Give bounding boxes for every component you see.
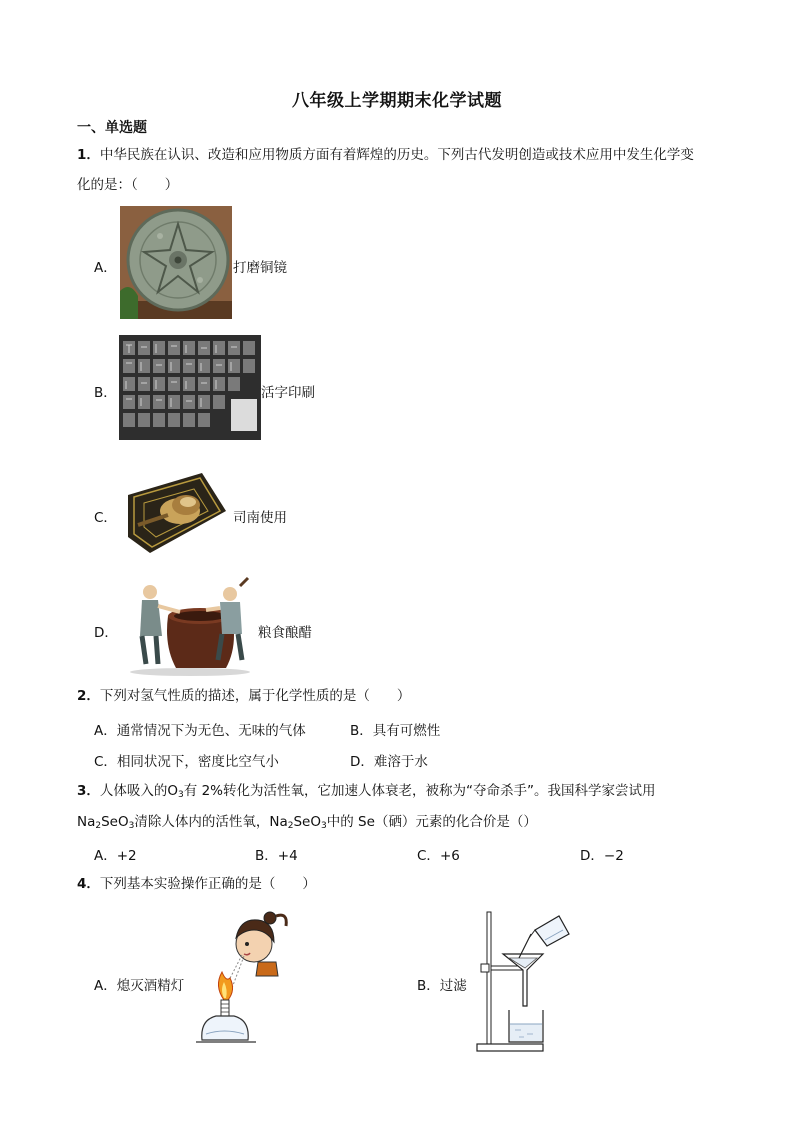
page-title: 八年级上学期期末化学试题 — [292, 91, 502, 111]
question-text: 中华民族在认识、改造和应用物质方面有着辉煌的历史。下列古代发明创造或技术应用中发生化学变 — [99, 147, 694, 163]
question-3-line-2 — [77, 812, 537, 832]
question-1 — [77, 145, 694, 165]
subscript: 2 — [95, 821, 102, 831]
formula-text: SeO — [293, 814, 321, 830]
question-number: 2． — [77, 688, 100, 704]
option-letter: B． — [255, 848, 278, 864]
filtration-setup-image — [475, 910, 575, 1054]
option-letter: A． — [94, 978, 117, 994]
question-number: 4． — [77, 876, 100, 892]
option-label: 具有可燃性 — [372, 723, 441, 739]
option-letter: C． — [94, 510, 117, 526]
option-label: 活字印刷 — [261, 385, 315, 401]
option-label: 过滤 — [439, 978, 467, 994]
option-letter: A． — [94, 723, 117, 739]
option-label: 通常情况下为无色、无味的气体 — [116, 723, 306, 739]
question-2 — [77, 686, 410, 706]
option-letter: B． — [417, 978, 440, 994]
option-label: 熄灭酒精灯 — [116, 978, 185, 994]
option-b — [255, 844, 298, 864]
option-label: 相同状况下，密度比空气小 — [116, 754, 279, 770]
option-letter: D． — [580, 848, 604, 864]
question-number: 3． — [77, 783, 100, 799]
sinan-compass-image — [128, 465, 226, 557]
option-letter: C． — [94, 754, 117, 770]
option-label: +2 — [116, 848, 137, 864]
subscript: 3 — [128, 821, 135, 831]
question-text: 清除人体内的活性氧，Na — [134, 814, 288, 830]
question-text: 有 2%转化为活性氧，它加速人体衰老，被称为“夺命杀手”。我国科学家尝试用 — [183, 783, 656, 799]
option-b — [417, 974, 467, 994]
option-letter: B． — [350, 723, 373, 739]
subscript: 3 — [178, 790, 184, 800]
option-label: 司南使用 — [233, 510, 287, 526]
option-c — [94, 750, 279, 770]
option-a — [94, 844, 137, 864]
option-d — [350, 750, 428, 770]
option-a — [94, 974, 184, 994]
question-4 — [77, 874, 316, 894]
bronze-mirror-image — [120, 206, 232, 319]
question-text: 中的 Se（硒）元素的化合价是（） — [326, 814, 537, 830]
vinegar-brewing-image — [120, 576, 258, 676]
movable-type-image — [119, 335, 261, 440]
option-label: 打磨铜镜 — [233, 260, 287, 276]
option-label: 难溶于水 — [373, 754, 428, 770]
formula-text: Na — [77, 814, 96, 830]
subscript: 3 — [320, 821, 327, 831]
question-number: 1． — [77, 147, 100, 163]
question-text: 下列对氢气性质的描述，属于化学性质的是（ ） — [99, 688, 411, 704]
option-letter: D． — [350, 754, 374, 770]
option-c — [417, 844, 460, 864]
question-text: 人体吸入的O — [99, 783, 179, 799]
option-label: −2 — [603, 848, 624, 864]
option-letter: B． — [94, 385, 117, 401]
option-label: +6 — [439, 848, 460, 864]
blow-out-alcohol-lamp-image — [196, 908, 292, 1048]
option-letter: C． — [417, 848, 440, 864]
option-letter: A． — [94, 260, 117, 276]
option-label: +4 — [277, 848, 298, 864]
section-heading: 一、单选题 — [77, 120, 147, 136]
option-b — [350, 719, 440, 739]
question-text: 下列基本实验操作正确的是（ ） — [99, 876, 316, 892]
question-1-line-2: 化的是：（ ） — [77, 177, 179, 193]
option-a — [94, 719, 306, 739]
question-3 — [77, 781, 655, 801]
subscript: 2 — [287, 821, 294, 831]
formula-text: SeO — [101, 814, 129, 830]
option-letter: D． — [94, 625, 118, 641]
option-label: 粮食酿醋 — [258, 625, 312, 641]
option-letter: A． — [94, 848, 117, 864]
option-d — [580, 844, 624, 864]
